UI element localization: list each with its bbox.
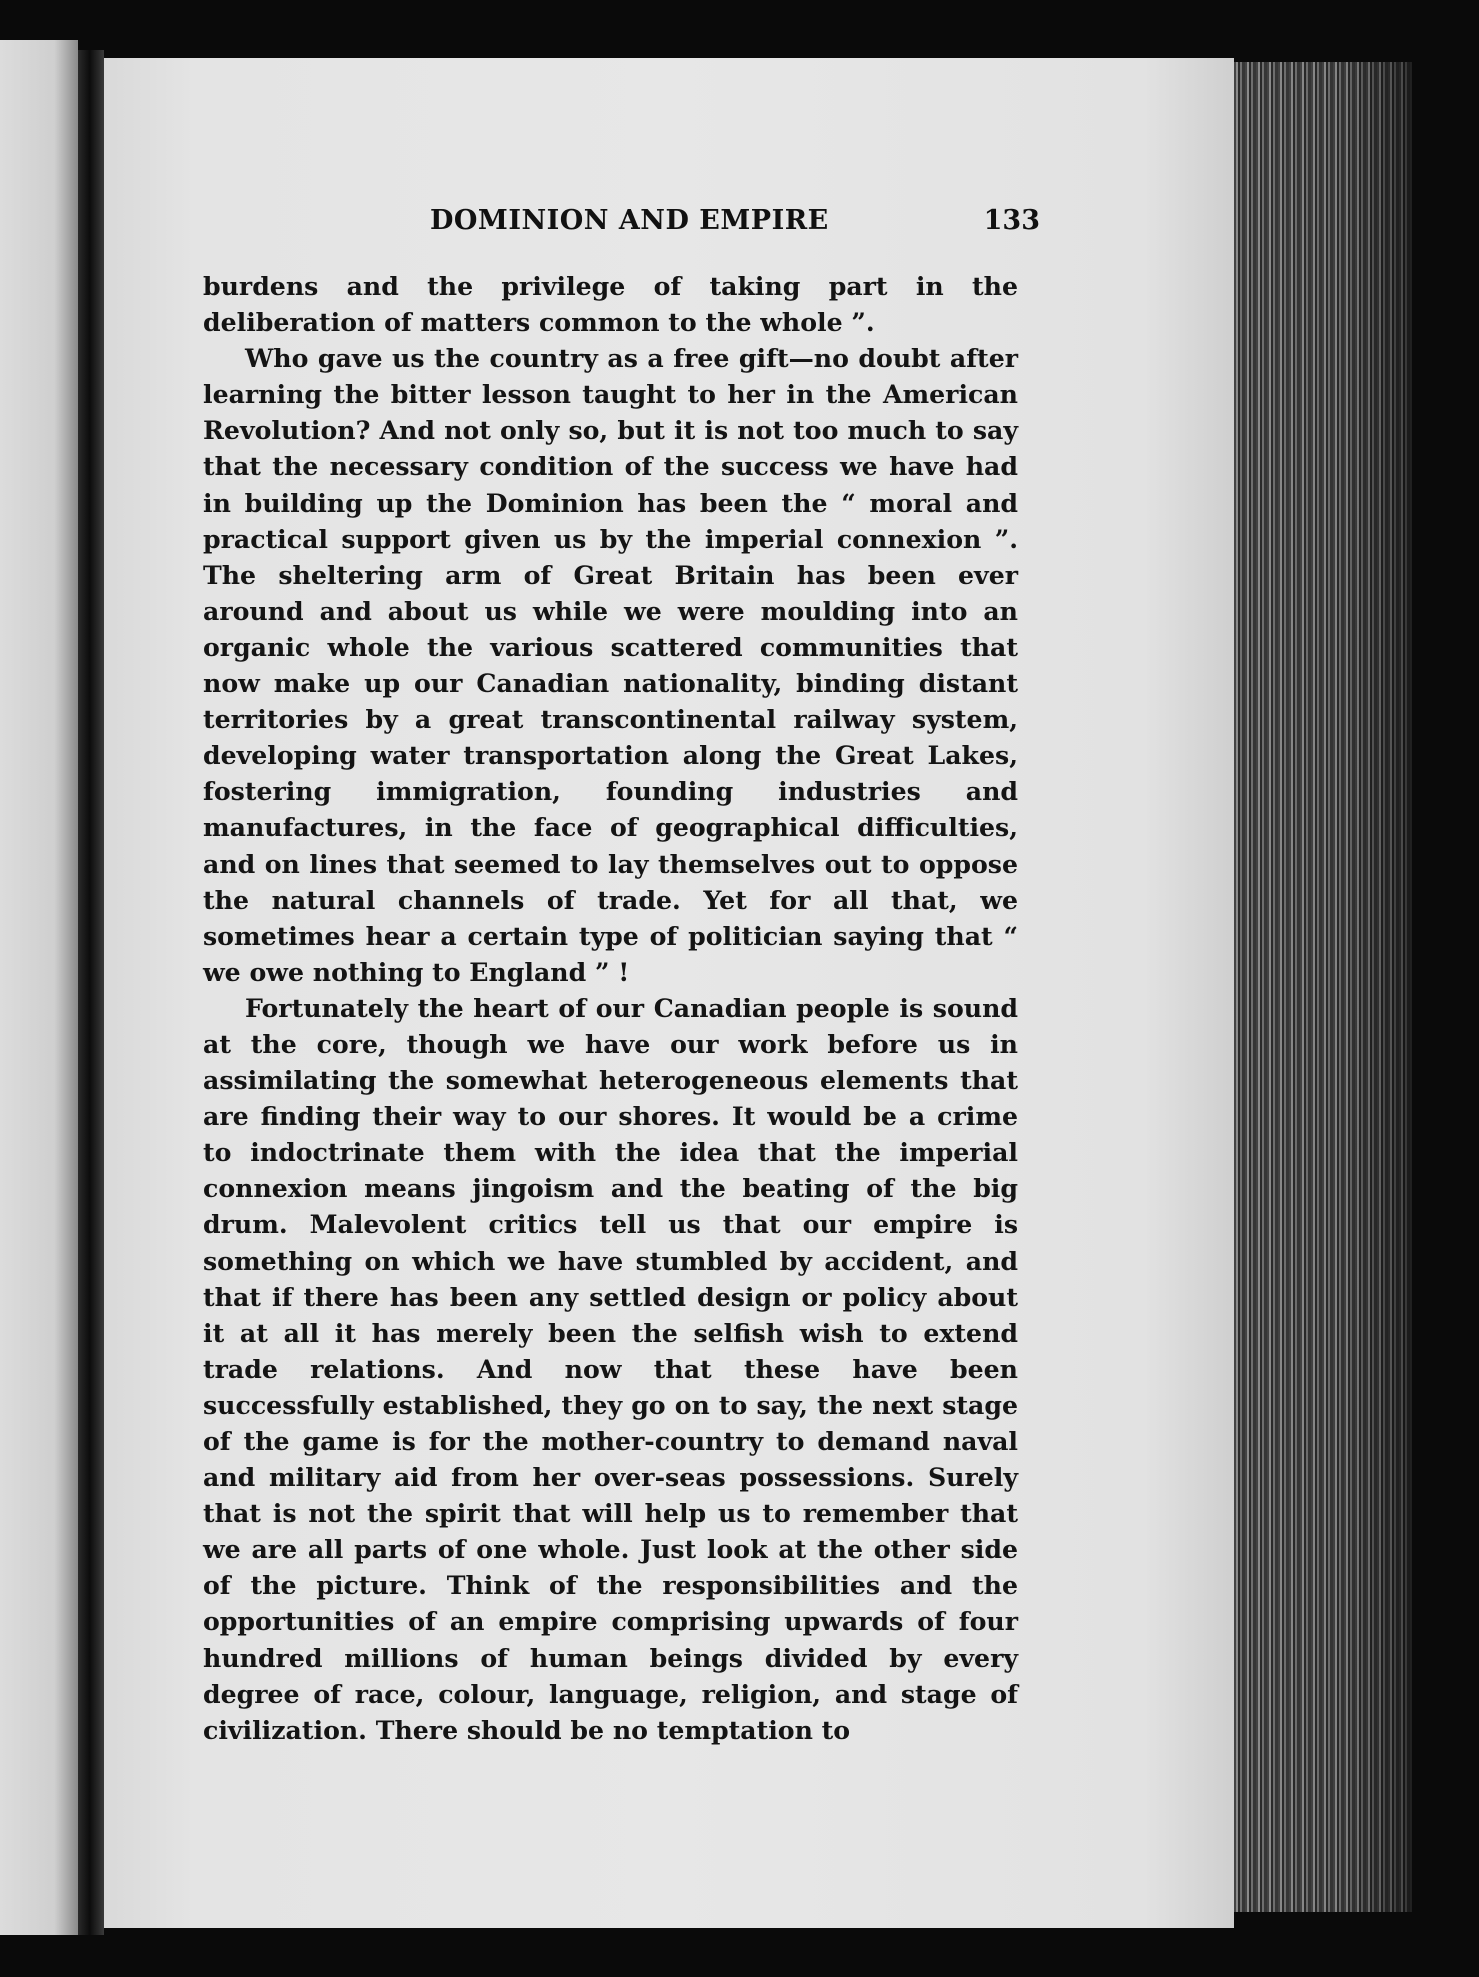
book-gutter [78, 50, 104, 1935]
paragraph: Who gave us the country as a free gift—no doubt after learning the bitter lesson taught to her in the American Revolution? And not only so, but it is not too much to say that the necessary condition of the success we have had in building up the Dominion has been the “ moral and practical support given us by the imperial connexion ”. The sheltering arm of Great Britain has been ever around and about us while we were moulding into an organic whole the various scattered communities that now make up our Canadian nationality, binding distant territories by a great transcontinental railway system, developing water transportation along the Great Lakes, fostering immigration, founding industries and manufactures, in the face of geographical difficulties, and on lines that seemed to lay themselves out to oppose the natural channels of trade. Yet for all that, we sometimes hear a certain type of politician saying that “ we owe nothing to England ” ! [203, 343, 1018, 987]
fore-edge-shadow [1234, 62, 1412, 1912]
page-number: 133 [983, 205, 1040, 236]
paragraph-continuation: burdens and the privilege of taking part in the deliberation of matters common to the whole ”. [203, 271, 1018, 338]
body-text [203, 268, 1018, 1748]
previous-page-edge [0, 40, 78, 1935]
paragraph: Fortunately the heart of our Canadian people is sound at the core, though we have our work before us in assimilating the somewhat heterogeneous elements that are finding their way to our shores. It would be a crime to indoctrinate them with the idea that the imperial connexion means jingoism and the beating of the big drum. Malevolent critics tell us that our empire is something on which we have stumbled by accident, and that if there has been any settled design or policy about it at all it has merely been the selfish wish to extend trade relations. And now that these have been successfully established, they go on to say, the next stage of the game is for the mother-country to demand naval and military aid from her over-seas possessions. Surely that is not the spirit that will help us to remember that we are all parts of one whole. Just look at the other side of the picture. Think of the responsibilities and the opportunities of an empire comprising upwards of four hundred millions of human beings divided by every degree of race, colour, language, religion, and stage of civilization. There should be no temptation to [203, 992, 1018, 1745]
page-header [200, 205, 1040, 255]
running-head: DOMINION AND EMPIRE [430, 205, 829, 236]
